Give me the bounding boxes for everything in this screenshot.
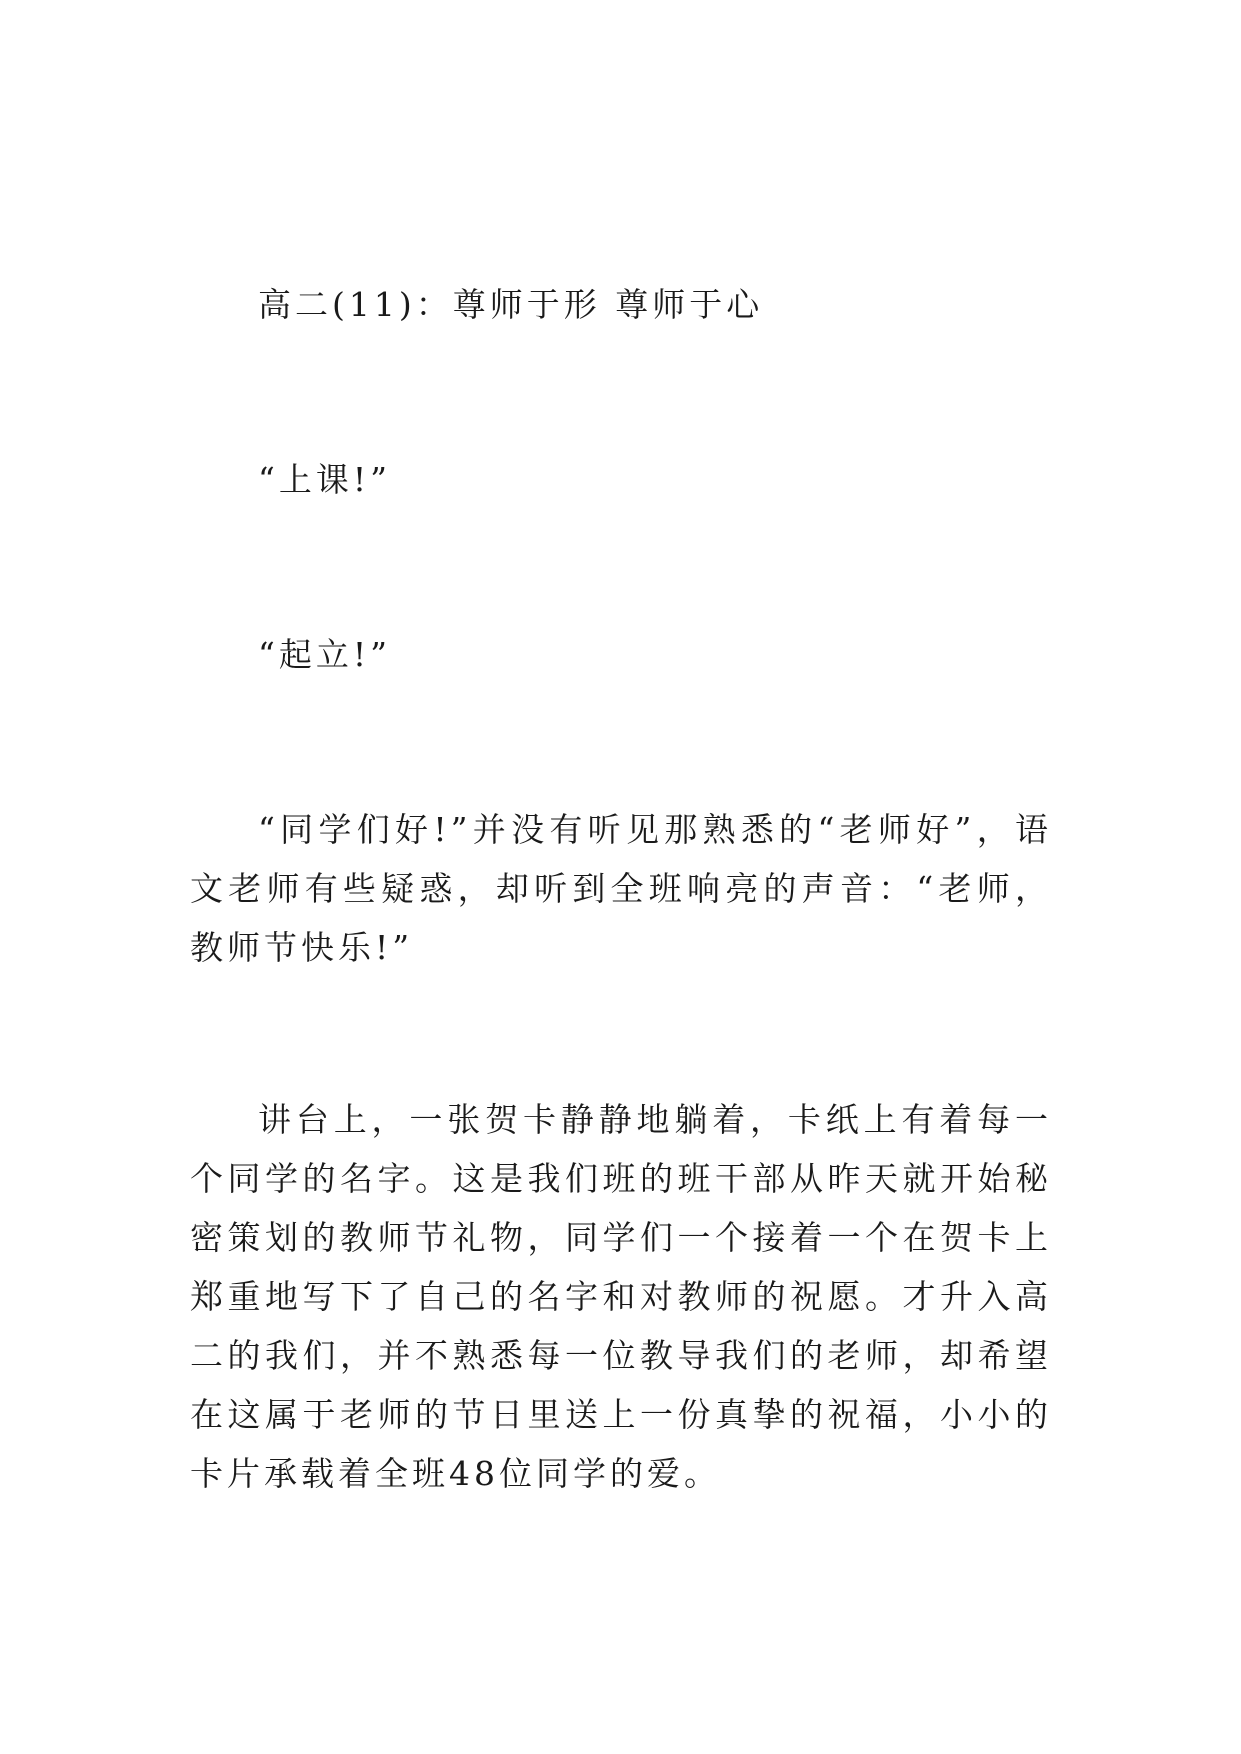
paragraph-shangke: “上课!” <box>258 460 392 499</box>
paragraph-qili: “起立!” <box>258 635 392 674</box>
paragraph-greeting-card: 讲台上，一张贺卡静静地躺着，卡纸上有着每一个同学的名字。这是我们班的班干部从昨天就开始秘密策划的教师节礼物，同学们一个接着一个在贺卡上郑重地写下了自己的名字和对教师的祝愿。才升入高二的我们，并不熟悉每一位教导我们的老师，却希望在这属于老师的节日里送上一份真挚的祝福，小小的卡片承载着全班48位同学的爱。 <box>190 1100 1052 1493</box>
article-title: 高二(11)：尊师于形 尊师于心 <box>258 285 764 324</box>
paragraph-greeting: “同学们好!”并没有听见那熟悉的“老师好”，语文老师有些疑惑，却听到全班响亮的声音：“老师，教师节快乐!” <box>190 810 1052 967</box>
